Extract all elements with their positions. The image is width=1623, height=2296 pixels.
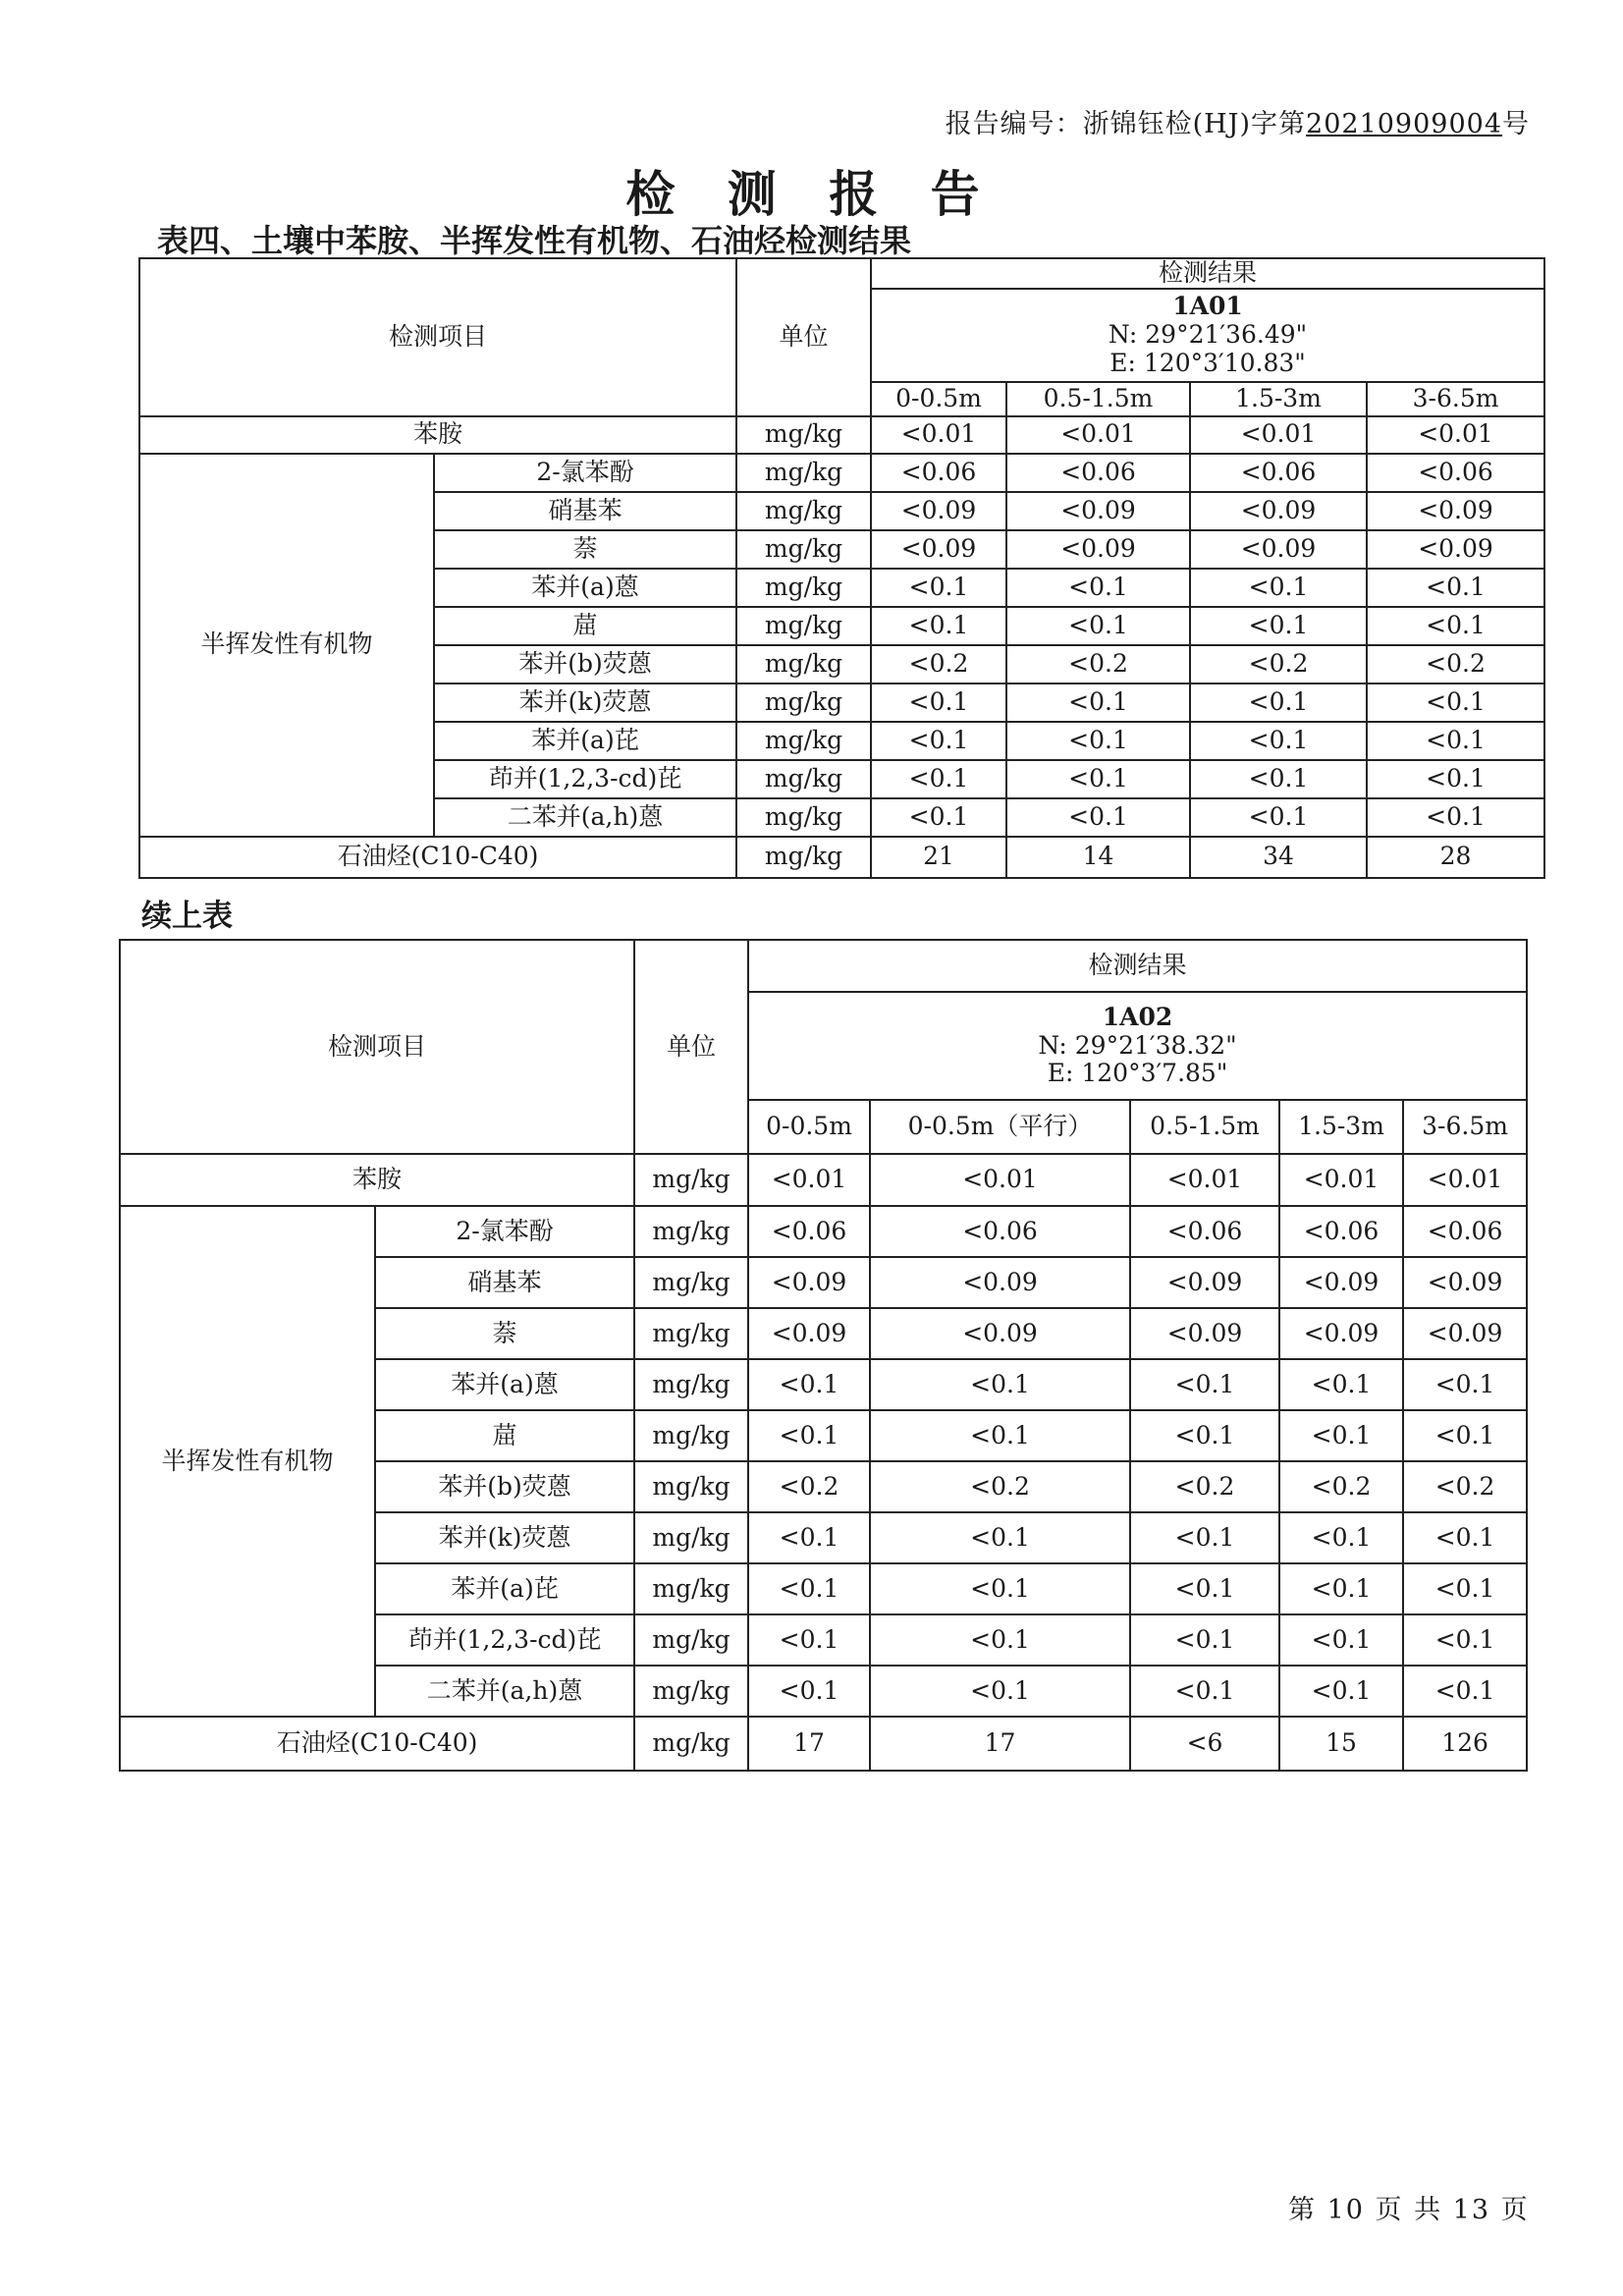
unit-cell: mg/kg	[634, 1410, 748, 1461]
value-cell: <0.1	[1006, 569, 1190, 607]
value-cell: <0.1	[870, 1410, 1130, 1461]
value-cell: 17	[748, 1717, 870, 1771]
value-cell: 14	[1006, 837, 1190, 878]
value-cell: <0.1	[1130, 1359, 1279, 1410]
value-cell: 15	[1279, 1717, 1403, 1771]
value-cell: <0.1	[870, 1614, 1130, 1666]
value-cell: <0.1	[1130, 1563, 1279, 1614]
depth-header: 0-0.5m	[748, 1100, 870, 1154]
value-cell: 34	[1190, 837, 1367, 878]
value-cell: <0.1	[1367, 760, 1544, 798]
value-cell: <0.1	[1367, 722, 1544, 760]
unit-cell: mg/kg	[736, 492, 871, 530]
result-table-1a01	[138, 257, 1545, 879]
value-cell: <0.1	[1279, 1512, 1403, 1563]
unit-cell: mg/kg	[634, 1206, 748, 1257]
unit-cell: mg/kg	[634, 1563, 748, 1614]
value-cell: <0.1	[871, 683, 1006, 722]
table-row	[120, 1206, 1527, 1257]
unit-cell: mg/kg	[736, 454, 871, 492]
value-cell: <0.1	[1190, 569, 1367, 607]
unit-cell: mg/kg	[634, 1614, 748, 1666]
value-cell: <0.01	[1190, 416, 1367, 454]
item-name: 茚并(1,2,3-cd)芘	[375, 1614, 634, 1666]
value-cell: <0.2	[870, 1461, 1130, 1512]
value-cell: <0.1	[870, 1512, 1130, 1563]
value-cell: <0.1	[1130, 1614, 1279, 1666]
unit-cell: mg/kg	[634, 1666, 748, 1717]
site-lon: E: 120°3′7.85"	[1047, 1059, 1228, 1088]
depth-header: 3-6.5m	[1403, 1100, 1527, 1154]
value-cell: <0.09	[870, 1257, 1130, 1308]
table1-title: 表四、土壤中苯胺、半挥发性有机物、石油烃检测结果	[157, 222, 912, 259]
header-result: 检测结果	[748, 940, 1527, 992]
depth-header: 1.5-3m	[1190, 382, 1367, 416]
value-cell: <0.09	[1130, 1257, 1279, 1308]
value-cell: <0.09	[1403, 1308, 1527, 1359]
value-cell: <6	[1130, 1717, 1279, 1771]
value-cell: <0.1	[1006, 722, 1190, 760]
value-cell: <0.01	[748, 1154, 870, 1206]
value-cell: <0.1	[1006, 683, 1190, 722]
report-number: 20210909004	[1306, 109, 1502, 139]
value-cell: <0.1	[1403, 1359, 1527, 1410]
value-cell: <0.06	[1190, 454, 1367, 492]
table-row	[120, 1154, 1527, 1206]
value-cell: <0.2	[748, 1461, 870, 1512]
depth-header: 0-0.5m	[871, 382, 1006, 416]
value-cell: <0.2	[1006, 645, 1190, 683]
value-cell: <0.1	[1006, 607, 1190, 645]
value-cell: <0.1	[870, 1359, 1130, 1410]
header-unit: 单位	[634, 940, 748, 1154]
value-cell: <0.2	[1130, 1461, 1279, 1512]
depth-header: 0-0.5m（平行）	[870, 1100, 1130, 1154]
depth-header: 0.5-1.5m	[1130, 1100, 1279, 1154]
value-cell: <0.1	[1006, 760, 1190, 798]
value-cell: <0.2	[871, 645, 1006, 683]
value-cell: <0.1	[1279, 1410, 1403, 1461]
value-cell: <0.1	[870, 1563, 1130, 1614]
value-cell: <0.01	[1006, 416, 1190, 454]
unit-cell: mg/kg	[736, 645, 871, 683]
value-cell: <0.09	[1403, 1257, 1527, 1308]
header-item: 检测项目	[120, 940, 634, 1154]
value-cell: <0.1	[871, 569, 1006, 607]
item-name: 苯并(a)蒽	[375, 1359, 634, 1410]
item-name: 苯胺	[139, 416, 736, 454]
value-cell: <0.1	[871, 760, 1006, 798]
item-name: 2-氯苯酚	[375, 1206, 634, 1257]
unit-cell: mg/kg	[634, 1308, 748, 1359]
value-cell: <0.06	[1403, 1206, 1527, 1257]
value-cell: <0.01	[871, 416, 1006, 454]
item-name: 2-氯苯酚	[434, 454, 736, 492]
item-name: 茚并(1,2,3-cd)芘	[434, 760, 736, 798]
value-cell: <0.1	[748, 1512, 870, 1563]
site-id: 1A01	[1172, 292, 1243, 321]
value-cell: <0.06	[1130, 1206, 1279, 1257]
unit-cell: mg/kg	[736, 798, 871, 837]
value-cell: <0.01	[870, 1154, 1130, 1206]
value-cell: <0.1	[1367, 607, 1544, 645]
item-name: 苯并(b)荧蒽	[375, 1461, 634, 1512]
item-name: 硝基苯	[434, 492, 736, 530]
unit-cell: mg/kg	[736, 607, 871, 645]
value-cell: <0.06	[1006, 454, 1190, 492]
value-cell: <0.1	[1190, 760, 1367, 798]
unit-cell: mg/kg	[634, 1257, 748, 1308]
site-lat: N: 29°21′38.32"	[1038, 1030, 1237, 1060]
value-cell: <0.1	[1403, 1614, 1527, 1666]
depth-header: 1.5-3m	[1279, 1100, 1403, 1154]
value-cell: <0.06	[871, 454, 1006, 492]
value-cell: <0.2	[1403, 1461, 1527, 1512]
result-table-1a02	[119, 939, 1528, 1772]
header-unit: 单位	[736, 258, 871, 416]
table-row	[139, 837, 1544, 878]
unit-cell: mg/kg	[634, 1512, 748, 1563]
unit-cell: mg/kg	[736, 530, 871, 569]
depth-header: 3-6.5m	[1367, 382, 1544, 416]
value-cell: <0.1	[870, 1666, 1130, 1717]
value-cell: <0.09	[1367, 530, 1544, 569]
group-label: 半挥发性有机物	[139, 454, 434, 837]
item-name: 石油烃(C10-C40)	[120, 1717, 634, 1771]
value-cell: 126	[1403, 1717, 1527, 1771]
group-label: 半挥发性有机物	[120, 1206, 375, 1717]
item-name: 苯并(k)荧蒽	[375, 1512, 634, 1563]
value-cell: <0.1	[871, 798, 1006, 837]
unit-cell: mg/kg	[634, 1359, 748, 1410]
item-name: 苯并(k)荧蒽	[434, 683, 736, 722]
report-number-label: 报告编号：浙锦钰检(HJ)字第	[945, 109, 1307, 139]
site-lat: N: 29°21′36.49"	[1108, 319, 1308, 349]
item-name: 二苯并(a,h)蒽	[375, 1666, 634, 1717]
value-cell: <0.1	[871, 607, 1006, 645]
value-cell: <0.1	[1279, 1359, 1403, 1410]
value-cell: <0.01	[1279, 1154, 1403, 1206]
value-cell: <0.1	[1403, 1666, 1527, 1717]
value-cell: <0.1	[1130, 1512, 1279, 1563]
value-cell: <0.1	[1006, 798, 1190, 837]
item-name: 苯胺	[120, 1154, 634, 1206]
site-info	[871, 289, 1544, 382]
report-number-suffix: 号	[1502, 109, 1530, 139]
value-cell: <0.1	[1367, 798, 1544, 837]
item-name: 䓛	[375, 1410, 634, 1461]
unit-cell: mg/kg	[736, 683, 871, 722]
site-info	[748, 992, 1527, 1100]
value-cell: <0.1	[1190, 683, 1367, 722]
table-row	[139, 416, 1544, 454]
value-cell: <0.09	[1279, 1308, 1403, 1359]
value-cell: <0.09	[871, 530, 1006, 569]
value-cell: <0.09	[870, 1308, 1130, 1359]
value-cell: <0.1	[748, 1359, 870, 1410]
unit-cell: mg/kg	[634, 1717, 748, 1771]
unit-cell: mg/kg	[736, 416, 871, 454]
value-cell: <0.1	[1403, 1410, 1527, 1461]
value-cell: <0.2	[1279, 1461, 1403, 1512]
site-id: 1A02	[1102, 1002, 1173, 1031]
value-cell: <0.09	[1130, 1308, 1279, 1359]
table-row	[120, 1717, 1527, 1771]
page-number: 第 10 页 共 13 页	[1288, 2195, 1530, 2225]
item-name: 苯并(a)芘	[375, 1563, 634, 1614]
item-name: 萘	[434, 530, 736, 569]
value-cell: <0.1	[1190, 798, 1367, 837]
header-item: 检测项目	[139, 258, 736, 416]
value-cell: <0.1	[1190, 722, 1367, 760]
item-name: 二苯并(a,h)蒽	[434, 798, 736, 837]
value-cell: <0.1	[748, 1410, 870, 1461]
unit-cell: mg/kg	[736, 569, 871, 607]
value-cell: <0.1	[1367, 569, 1544, 607]
value-cell: <0.01	[1403, 1154, 1527, 1206]
item-name: 石油烃(C10-C40)	[139, 837, 736, 878]
value-cell: <0.1	[1367, 683, 1544, 722]
value-cell: <0.01	[1130, 1154, 1279, 1206]
value-cell: <0.09	[1006, 492, 1190, 530]
value-cell: <0.1	[1130, 1666, 1279, 1717]
value-cell: <0.2	[1190, 645, 1367, 683]
item-name: 䓛	[434, 607, 736, 645]
table2-title: 续上表	[141, 899, 233, 934]
value-cell: <0.06	[748, 1206, 870, 1257]
value-cell: <0.09	[1190, 530, 1367, 569]
unit-cell: mg/kg	[736, 837, 871, 878]
unit-cell: mg/kg	[736, 722, 871, 760]
value-cell: <0.06	[870, 1206, 1130, 1257]
value-cell: <0.01	[1367, 416, 1544, 454]
unit-cell: mg/kg	[634, 1461, 748, 1512]
value-cell: 21	[871, 837, 1006, 878]
unit-cell: mg/kg	[634, 1154, 748, 1206]
value-cell: <0.09	[1279, 1257, 1403, 1308]
site-lon: E: 120°3′10.83"	[1109, 348, 1306, 377]
value-cell: <0.09	[748, 1257, 870, 1308]
value-cell: <0.1	[1190, 607, 1367, 645]
value-cell: <0.1	[1279, 1563, 1403, 1614]
value-cell: <0.09	[871, 492, 1006, 530]
value-cell: <0.09	[1190, 492, 1367, 530]
value-cell: <0.09	[748, 1308, 870, 1359]
value-cell: 28	[1367, 837, 1544, 878]
item-name: 苯并(a)蒽	[434, 569, 736, 607]
value-cell: <0.1	[1130, 1410, 1279, 1461]
item-name: 萘	[375, 1308, 634, 1359]
table-row	[139, 454, 1544, 492]
value-cell: <0.1	[748, 1614, 870, 1666]
depth-header: 0.5-1.5m	[1006, 382, 1190, 416]
value-cell: <0.06	[1367, 454, 1544, 492]
header-result: 检测结果	[871, 258, 1544, 289]
value-cell: <0.1	[1403, 1563, 1527, 1614]
value-cell: <0.2	[1367, 645, 1544, 683]
value-cell: <0.1	[1279, 1614, 1403, 1666]
value-cell: <0.06	[1279, 1206, 1403, 1257]
value-cell: <0.09	[1367, 492, 1544, 530]
value-cell: <0.1	[1403, 1512, 1527, 1563]
value-cell: <0.1	[748, 1666, 870, 1717]
report-number-line	[946, 102, 1530, 140]
value-cell: <0.09	[1006, 530, 1190, 569]
item-name: 苯并(a)芘	[434, 722, 736, 760]
item-name: 苯并(b)荧蒽	[434, 645, 736, 683]
value-cell: 17	[870, 1717, 1130, 1771]
value-cell: <0.1	[748, 1563, 870, 1614]
page-title: 检 测 报 告	[625, 166, 998, 223]
unit-cell: mg/kg	[736, 760, 871, 798]
value-cell: <0.1	[1279, 1666, 1403, 1717]
value-cell: <0.1	[871, 722, 1006, 760]
item-name: 硝基苯	[375, 1257, 634, 1308]
